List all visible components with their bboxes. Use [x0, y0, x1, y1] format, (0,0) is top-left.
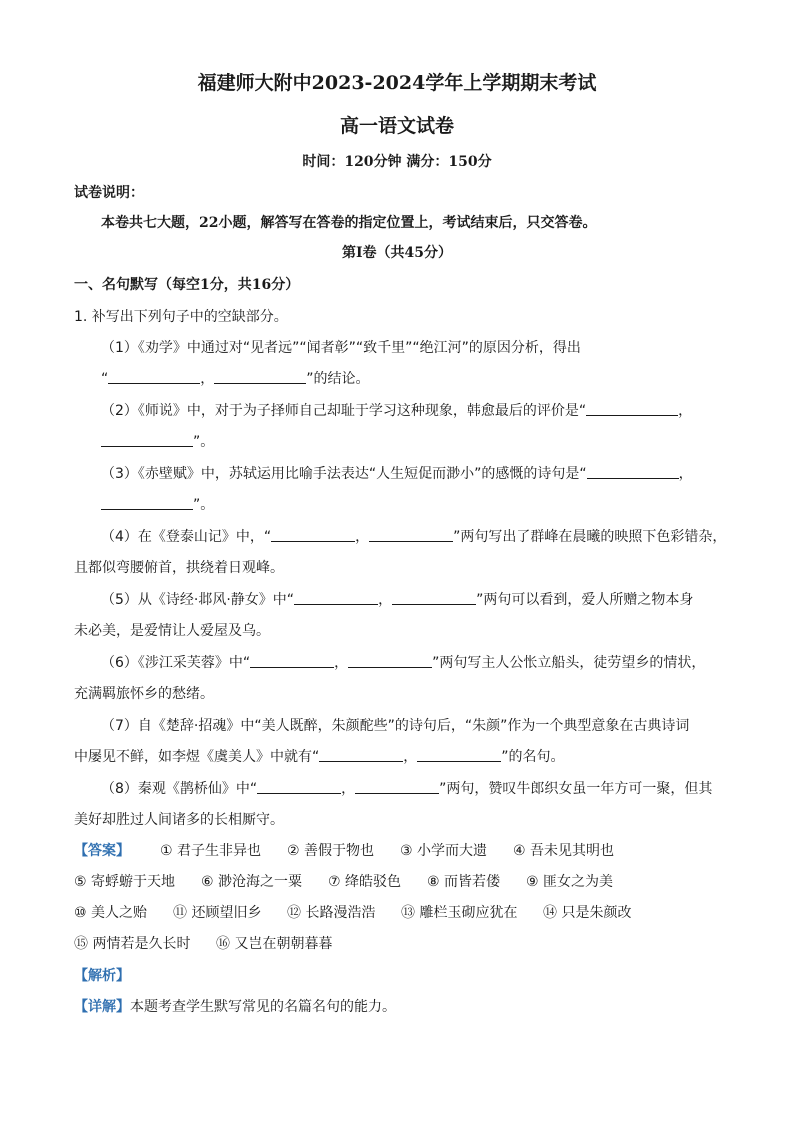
answer-number: ⑮: [74, 936, 93, 952]
q6-text: （6）《涉江采芙蓉》中“: [101, 655, 251, 671]
q3-line-a: [101, 464, 693, 484]
answer-item: [74, 872, 175, 892]
answer-text: 吾未见其明也: [530, 843, 615, 859]
q2-line-b: [101, 432, 214, 452]
q4-text: ，: [355, 529, 370, 545]
answer-number: ⑥: [201, 874, 219, 890]
q5-line-a: [101, 590, 693, 610]
q5-text: ”两句可以看到，爱人所赠之物本身: [476, 592, 694, 608]
answer-text: 美人之贻: [91, 905, 148, 921]
answer-blank[interactable]: [586, 401, 678, 416]
answer-number: ⑦: [328, 874, 346, 890]
answer-blank[interactable]: [250, 653, 334, 668]
answer-text: 只是朱颜改: [561, 905, 632, 921]
answer-blank[interactable]: [417, 747, 501, 762]
q4-text: （4）在《登泰山记》中，“: [101, 529, 272, 545]
q5-text: （5）从《诗经·邶风·静女》中“: [101, 592, 295, 608]
q2-text: （2）《师说》中，对于为子择师自己却耻于学习这种现象，韩愈最后的评价是“: [101, 403, 587, 419]
answer-item: [201, 872, 302, 892]
q3-text: ”。: [193, 497, 215, 513]
answer-item: [513, 841, 614, 861]
q4-line-a: [101, 527, 726, 547]
q2-line-a: [101, 401, 692, 421]
answer-number: ⑩: [74, 905, 92, 921]
q1-text: “: [101, 371, 109, 387]
answer-blank[interactable]: [257, 779, 341, 794]
section-heading: 一、名句默写（每空1分，共16分）: [74, 277, 300, 293]
q8-text: （8）秦观《鹊桥仙》中“: [101, 781, 258, 797]
q8-line-a: [101, 779, 712, 799]
answer-item: [160, 841, 261, 861]
answer-blank[interactable]: [108, 369, 200, 384]
answer-item: [287, 841, 374, 861]
q3-text: ，: [678, 466, 693, 482]
answer-number: ⑯: [216, 936, 235, 952]
answer-text: 而皆若偻: [444, 874, 501, 890]
q7-text: ”的名句。: [501, 749, 565, 765]
answer-text: 又岂在朝朝暮暮: [234, 936, 333, 952]
instructions-label: 试卷说明：: [74, 185, 144, 201]
answer-item: [401, 903, 517, 923]
answer-blank[interactable]: [392, 590, 476, 605]
answer-label: 【答案】: [74, 843, 130, 859]
answer-item: [287, 903, 375, 923]
answer-text: 善假于物也: [304, 843, 375, 859]
answer-item: [74, 934, 190, 954]
q8-text: ”两句，赞叹牛郎织女虽一年方可一聚，但其: [439, 781, 713, 797]
q2-text: ”。: [193, 434, 215, 450]
answer-number: ⑨: [526, 874, 544, 890]
answer-number: ④: [513, 843, 531, 859]
answer-text: 渺沧海之一粟: [218, 874, 303, 890]
answer-number: ①: [160, 843, 178, 859]
answer-number: ⑪: [173, 905, 192, 921]
answer-text: 长路漫浩浩: [305, 905, 376, 921]
answer-item: [216, 934, 332, 954]
exam-title: 福建师大附中2023-2024学年上学期期末考试: [197, 72, 597, 94]
answer-item: [74, 903, 147, 923]
answer-text: 君子生非异也: [177, 843, 262, 859]
q6-text: ”两句写主人公怅立船头，徒劳望乡的情状，: [432, 655, 706, 671]
question-intro: 1. 补写出下列句子中的空缺部分。: [74, 309, 288, 325]
answer-number: ⑭: [543, 905, 562, 921]
q8-text: ，: [341, 781, 356, 797]
answer-text: 绛皓驳色: [345, 874, 402, 890]
detail-text: 本题考查学生默写常见的名篇名句的能力。: [130, 999, 396, 1015]
exam-subtitle: 高一语文试卷: [339, 115, 454, 137]
answer-text: 匪女之为美: [543, 874, 614, 890]
answer-item: [400, 841, 487, 861]
q7-text: ，: [403, 749, 418, 765]
detail-label: 【详解】: [74, 999, 130, 1015]
answer-blank[interactable]: [348, 653, 432, 668]
answer-number: ②: [287, 843, 305, 859]
q7-line-b: [74, 747, 565, 767]
q5-text: ，: [378, 592, 393, 608]
analysis-detail: [74, 997, 396, 1017]
answer-text: 小学而大遗: [417, 843, 488, 859]
q4-text: ”两句写出了群峰在晨曦的映照下色彩错杂，: [453, 529, 727, 545]
q6-line-b: 充满羁旅怀乡的愁绪。: [74, 686, 214, 702]
q7-line-a: （7）自《楚辞·招魂》中“美人既醉，朱颜酡些”的诗句后，“朱颜”作为一个典型意象在古典诗词: [101, 718, 690, 734]
q1-text: ”的结论。: [306, 371, 370, 387]
q3-text: （3）《赤壁赋》中，苏轼运用比喻手法表达“人生短促而渺小”的感慨的诗句是“: [101, 466, 587, 482]
answer-item: [328, 872, 401, 892]
answer-number: ③: [400, 843, 418, 859]
answer-blank[interactable]: [369, 527, 453, 542]
q6-line-a: [101, 653, 705, 673]
q7-text: 中屡见不鲜，如李煜《虞美人》中就有“: [74, 749, 320, 765]
answer-blank[interactable]: [587, 464, 679, 479]
answer-blank[interactable]: [101, 432, 193, 447]
q1-line-a: （1）《劝学》中通过对“见者远”“闻者彰”“致千里”“绝江河”的原因分析，得出: [101, 340, 581, 356]
answer-blank[interactable]: [271, 527, 355, 542]
q6-text: ，: [334, 655, 349, 671]
answer-blank[interactable]: [355, 779, 439, 794]
answer-item: [173, 903, 261, 923]
answer-number: ⑧: [427, 874, 445, 890]
q3-line-b: [101, 495, 214, 515]
q5-line-b: 未必美，是爱情让人爱屋及乌。: [74, 623, 270, 639]
answer-blank[interactable]: [319, 747, 403, 762]
q2-text: ，: [678, 403, 693, 419]
q4-line-b: 且都似弯腰俯首，拱绕着日观峰。: [74, 560, 284, 576]
answer-number: ⑬: [401, 905, 420, 921]
answer-text: 雕栏玉砌应犹在: [419, 905, 518, 921]
time-info: 时间：120分钟 满分：150分: [302, 154, 492, 170]
q8-line-b: 美好却胜过人间诸多的长相厮守。: [74, 812, 284, 828]
answer-item: [526, 872, 613, 892]
q1-text: ，: [200, 371, 215, 387]
answer-blank[interactable]: [294, 590, 378, 605]
answer-item: [543, 903, 631, 923]
answer-text: 还顾望旧乡: [191, 905, 262, 921]
answer-text: 两情若是久长时: [92, 936, 191, 952]
q1-line-b: [101, 369, 370, 389]
answer-number: ⑫: [287, 905, 306, 921]
answer-blank[interactable]: [101, 495, 193, 510]
answer-number: ⑤: [74, 874, 92, 890]
volume-title: 第Ⅰ卷（共45分）: [341, 245, 453, 261]
answer-text: 寄蜉蝣于天地: [91, 874, 176, 890]
answer-item: [427, 872, 500, 892]
answer-blank[interactable]: [214, 369, 306, 384]
instructions-text: 本卷共七大题，22小题，解答写在答卷的指定位置上，考试结束后，只交答卷。: [101, 215, 597, 231]
analysis-label: 【解析】: [74, 968, 130, 984]
